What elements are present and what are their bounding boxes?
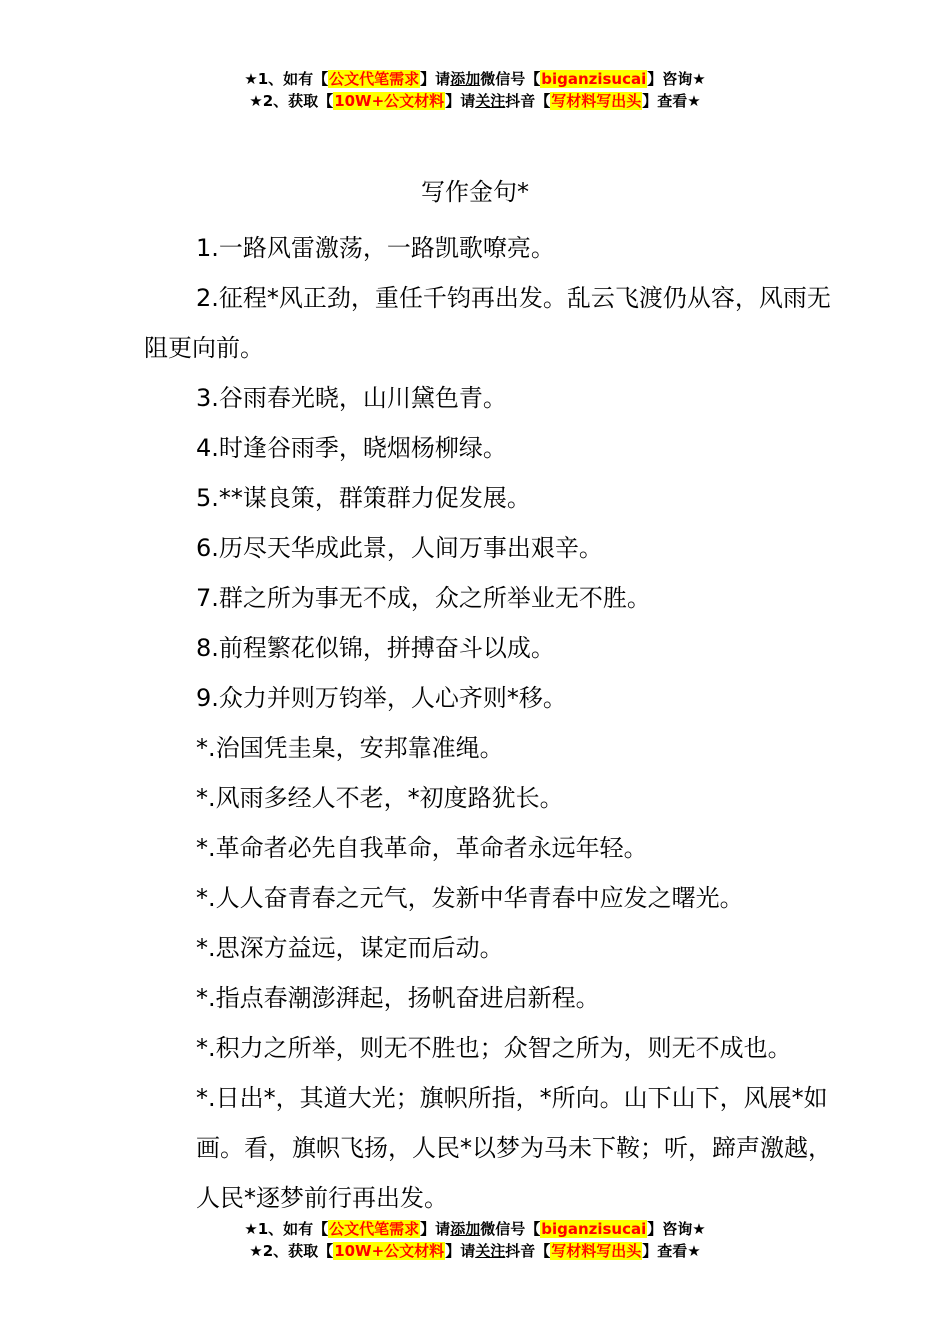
highlight-materials: 10W+公文材料 [334,92,445,110]
list-item: 5.**谋良策，群策群力促发展。 [196,484,531,512]
highlight-wechat-id: biganzisucai [541,70,647,88]
highlight-service: 公文代笔需求 [329,1220,420,1238]
list-item: 7.群之所为事无不成，众之所举业无不胜。 [196,584,651,612]
document-body [144,223,834,1223]
banner-line-1: ★1、如有【公文代笔需求】请添加微信号【biganzisucai】咨询★ [244,70,706,88]
list-item: *.日出*，其道大光；旗帜所指，*所向。山下山下，风展*如画。看，旗帜飞扬，人民*以梦为马未下鞍；听，蹄声激越，人民*逐梦前行再出发。 [196,1084,832,1212]
list-item: *.思深方益远，谋定而后动。 [196,934,504,962]
list-item: *.人人奋青春之元气，发新中华青春中应发之曙光。 [196,884,744,912]
banner-line-2: ★2、获取【10W+公文材料】请关注抖音【写材料写出头】查看★ [249,1242,701,1260]
list-item: *.革命者必先自我革命，革命者永远年轻。 [196,834,648,862]
list-item: 8.前程繁花似锦，拼搏奋斗以成。 [196,634,555,662]
list-item: 1.一路风雷激荡，一路凯歌嘹亮。 [196,234,555,262]
highlight-materials: 10W+公文材料 [334,1242,445,1260]
footer-banner [0,1218,950,1262]
banner-line-1: ★1、如有【公文代笔需求】请添加微信号【biganzisucai】咨询★ [244,1220,706,1238]
highlight-douyin-account: 写材料写出头 [551,1242,642,1260]
list-item: *.积力之所举，则无不胜也；众智之所为，则无不成也。 [196,1034,792,1062]
banner-line-2: ★2、获取【10W+公文材料】请关注抖音【写材料写出头】查看★ [249,92,701,110]
highlight-wechat-id: biganzisucai [541,1220,647,1238]
list-item: *.治国凭圭臬，安邦靠准绳。 [196,734,504,762]
list-item: *.风雨多经人不老，*初度路犹长。 [196,784,564,812]
highlight-service: 公文代笔需求 [329,70,420,88]
list-item: 2.征程*风正劲，重任千钧再出发。乱云飞渡仍从容，风雨无阻更向前。 [144,284,831,362]
list-item: 3.谷雨春光晓，山川黛色青。 [196,384,507,412]
highlight-douyin-account: 写材料写出头 [551,92,642,110]
document-title: 写作金句* [421,178,529,206]
list-item: 4.时逢谷雨季，晓烟杨柳绿。 [196,434,507,462]
list-item: *.指点春潮澎湃起，扬帆奋进启新程。 [196,984,600,1012]
list-item: 9.众力并则万钧举，人心齐则*移。 [196,684,567,712]
list-item: 6.历尽天华成此景，人间万事出艰辛。 [196,534,603,562]
header-banner [0,68,950,112]
